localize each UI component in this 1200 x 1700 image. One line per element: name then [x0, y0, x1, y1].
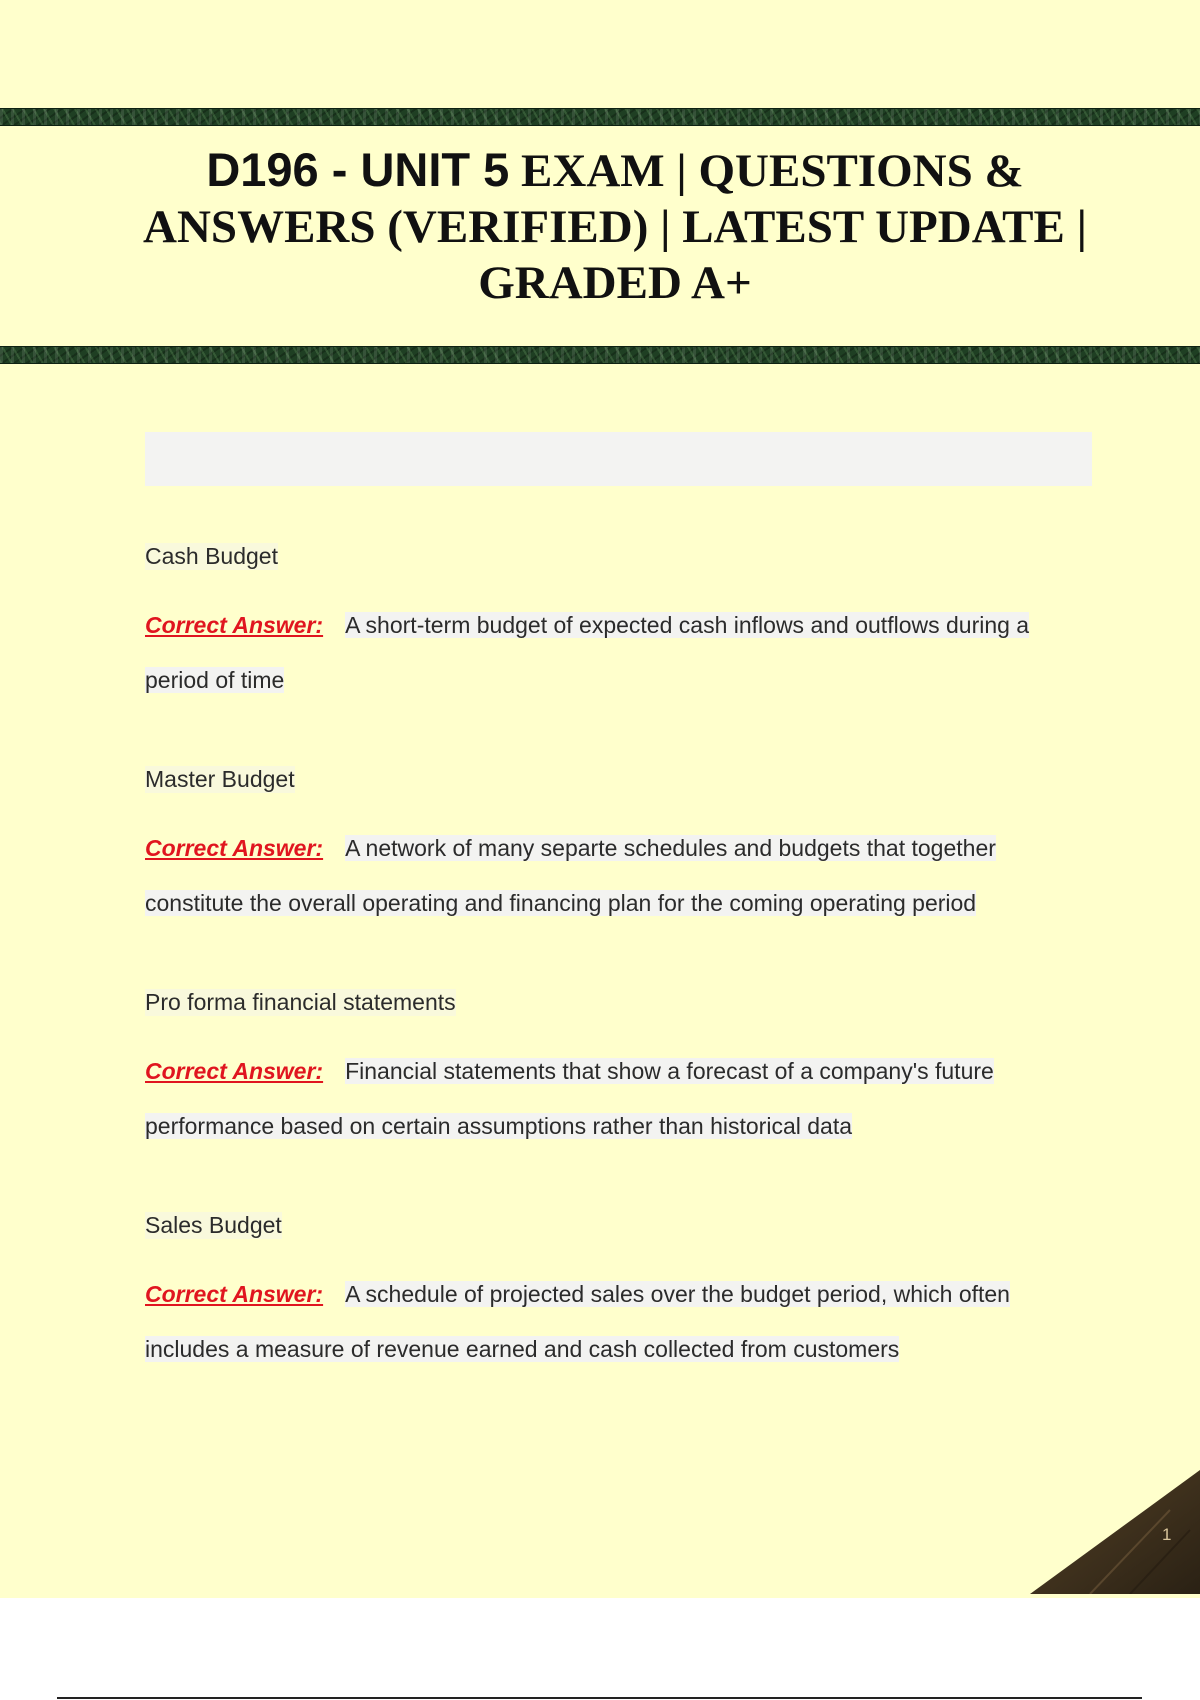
answer-definition: Financial statements that show a forecast of a company's future performance based on certain assumptions rather than historical data [145, 1058, 994, 1139]
page-corner-decoration [1030, 1470, 1200, 1594]
answer-line [145, 1267, 1095, 1377]
title-text: EXAM | QUESTIONS & ANSWERS (VERIFIED) | LATEST UPDATE | GRADED A+ [143, 145, 1087, 309]
blank-highlight-box [145, 432, 1092, 486]
answer-line [145, 821, 1095, 931]
question-term: Pro forma financial statements [145, 989, 456, 1015]
header-top-band [0, 108, 1200, 126]
answer-definition: A network of many separte schedules and budgets that together constitute the overall operating and financing plan for the coming operating period [145, 835, 996, 916]
correct-answer-label: Correct Answer: [145, 1281, 324, 1307]
bottom-rule [57, 1697, 1142, 1699]
answer-line [145, 598, 1095, 708]
question-term: Master Budget [145, 766, 295, 792]
title-course-code: D196 - UNIT 5 [206, 143, 510, 196]
document-title [120, 142, 1110, 311]
page-number: 1 [1162, 1525, 1172, 1544]
answer-definition: A short-term budget of expected cash inflows and outflows during a period of time [145, 612, 1030, 693]
question-term: Sales Budget [145, 1212, 282, 1238]
answer-line [145, 1044, 1095, 1154]
correct-answer-label: Correct Answer: [145, 1058, 324, 1084]
header-bottom-band [0, 346, 1200, 364]
correct-answer-label: Correct Answer: [145, 835, 324, 861]
correct-answer-label: Correct Answer: [145, 612, 324, 638]
question-term: Cash Budget [145, 543, 278, 569]
answer-definition: A schedule of projected sales over the budget period, which often includes a measure of revenue earned and cash collected from customers [145, 1281, 1010, 1362]
